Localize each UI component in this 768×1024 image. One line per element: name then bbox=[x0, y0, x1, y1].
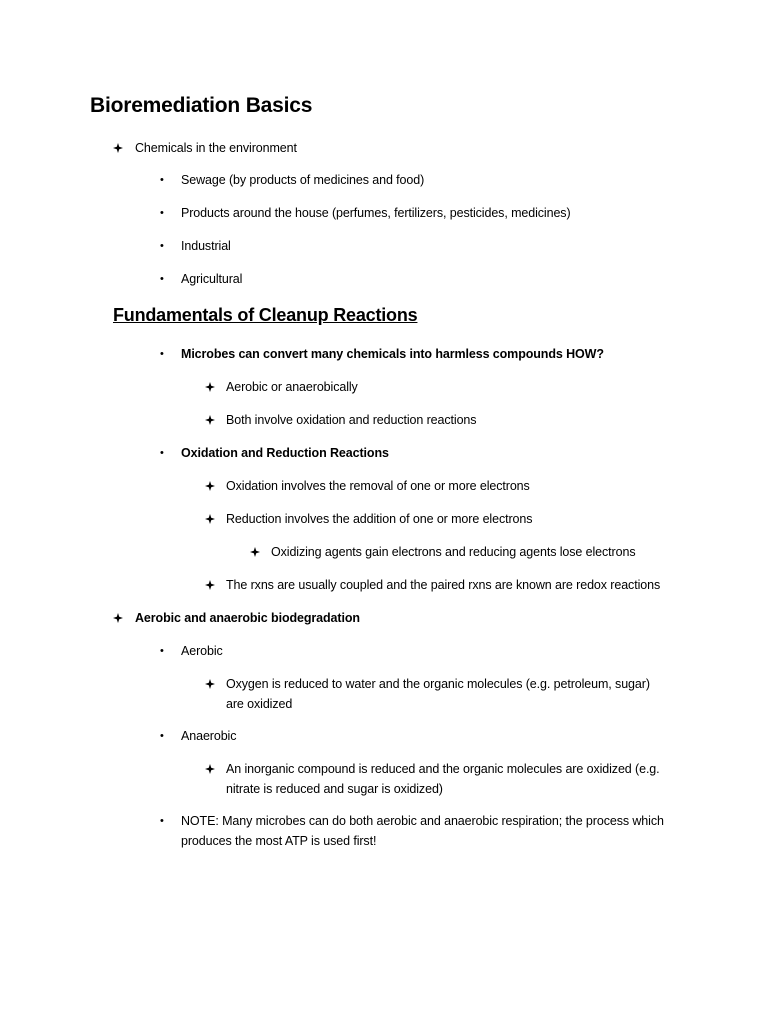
list-item-continuation: are oxidized bbox=[226, 697, 293, 711]
list-item: Products around the house (perfumes, fertilizers, pesticides, medicines) bbox=[181, 206, 571, 220]
dot-bullet-icon: • bbox=[160, 240, 164, 252]
diamond-bullet-icon bbox=[250, 547, 260, 557]
section-heading-biodegradation: Aerobic and anaerobic biodegradation bbox=[135, 611, 360, 625]
diamond-bullet-icon bbox=[205, 764, 215, 774]
dot-bullet-icon: • bbox=[160, 273, 164, 285]
dot-bullet-icon: • bbox=[160, 174, 164, 186]
list-item-continuation: nitrate is reduced and sugar is oxidized) bbox=[226, 782, 443, 796]
list-item: Aerobic or anaerobically bbox=[226, 380, 358, 394]
list-item: Oxygen is reduced to water and the organic molecules (e.g. petroleum, sugar) bbox=[226, 677, 650, 691]
list-item: Aerobic bbox=[181, 644, 223, 658]
list-item: Oxidizing agents gain electrons and reducing agents lose electrons bbox=[271, 545, 636, 559]
list-item: Microbes can convert many chemicals into harmless compounds HOW? bbox=[181, 347, 604, 361]
diamond-bullet-icon bbox=[113, 613, 123, 623]
diamond-bullet-icon bbox=[205, 382, 215, 392]
list-item: Reduction involves the addition of one or more electrons bbox=[226, 512, 533, 526]
list-item: An inorganic compound is reduced and the organic molecules are oxidized (e.g. bbox=[226, 762, 660, 776]
dot-bullet-icon: • bbox=[160, 645, 164, 657]
dot-bullet-icon: • bbox=[160, 730, 164, 742]
diamond-bullet-icon bbox=[205, 415, 215, 425]
list-item: Both involve oxidation and reduction reactions bbox=[226, 413, 477, 427]
list-item: Sewage (by products of medicines and food) bbox=[181, 173, 425, 187]
diamond-bullet-icon bbox=[205, 514, 215, 524]
page-title: Bioremediation Basics bbox=[90, 94, 313, 117]
diamond-bullet-icon bbox=[205, 481, 215, 491]
list-item: Oxidation involves the removal of one or more electrons bbox=[226, 479, 530, 493]
list-item: Anaerobic bbox=[181, 729, 237, 743]
section-heading-chemicals: Chemicals in the environment bbox=[135, 141, 297, 155]
dot-bullet-icon: • bbox=[160, 348, 164, 360]
diamond-bullet-icon bbox=[205, 580, 215, 590]
diamond-bullet-icon bbox=[113, 143, 123, 153]
list-item: Oxidation and Reduction Reactions bbox=[181, 446, 389, 460]
list-item: The rxns are usually coupled and the paired rxns are known are redox reactions bbox=[226, 578, 661, 592]
list-item: Agricultural bbox=[181, 272, 243, 286]
list-item: NOTE: Many microbes can do both aerobic and anaerobic respiration; the process which bbox=[181, 814, 664, 828]
dot-bullet-icon: • bbox=[160, 207, 164, 219]
list-item-continuation: produces the most ATP is used first! bbox=[181, 834, 377, 848]
section-title-cleanup: Fundamentals of Cleanup Reactions bbox=[113, 305, 418, 325]
dot-bullet-icon: • bbox=[160, 815, 164, 827]
diamond-bullet-icon bbox=[205, 679, 215, 689]
list-item: Industrial bbox=[181, 239, 231, 253]
dot-bullet-icon: • bbox=[160, 447, 164, 459]
